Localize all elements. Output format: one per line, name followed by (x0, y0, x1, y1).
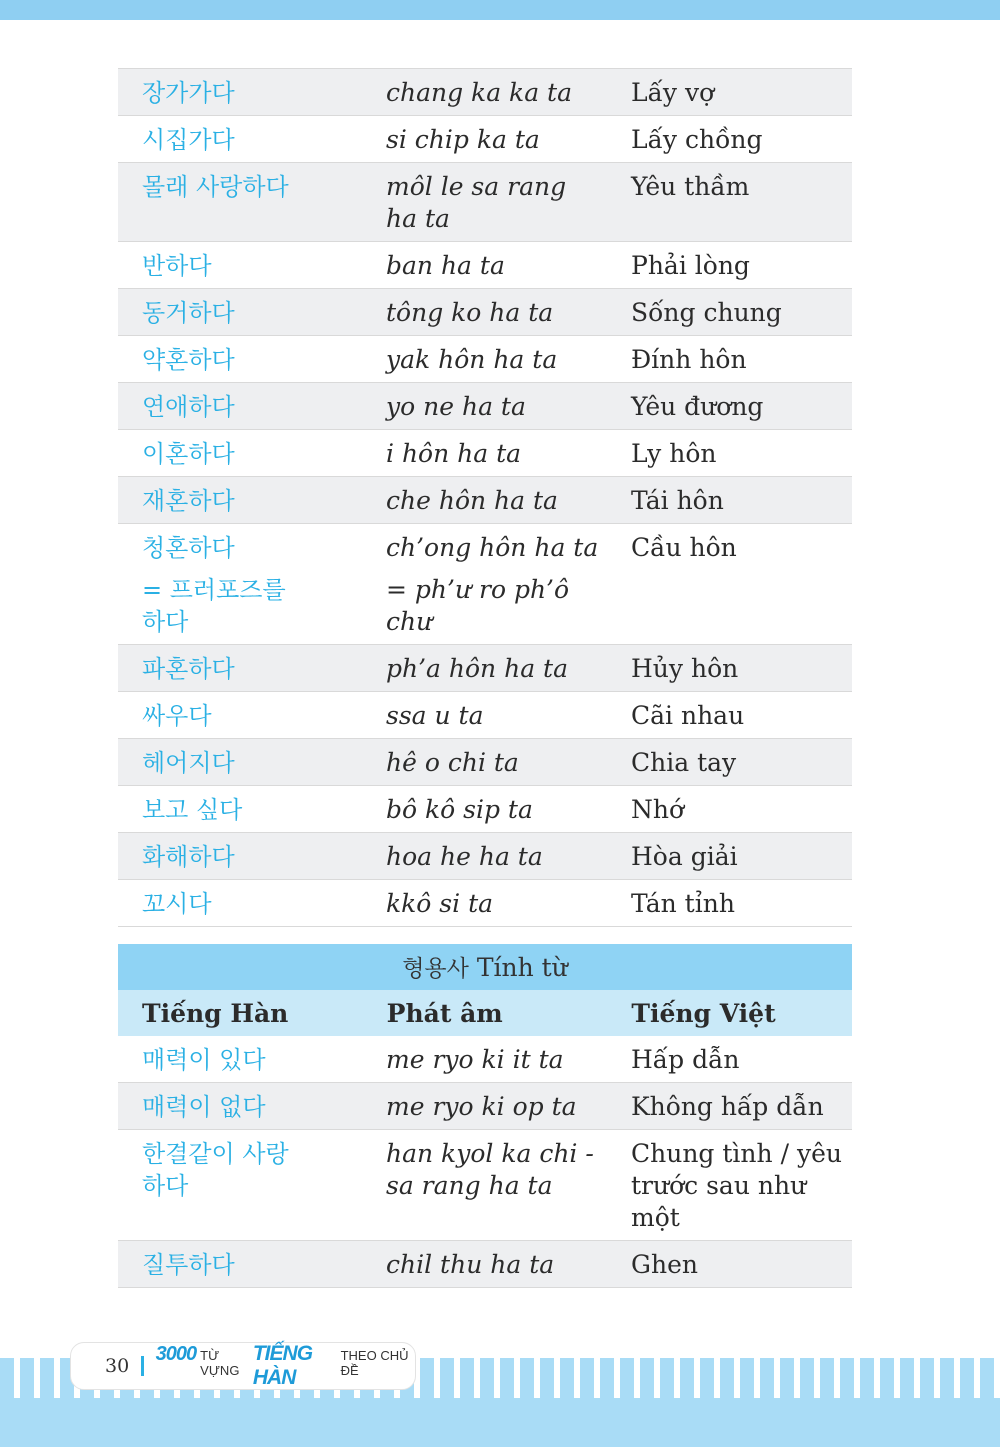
header-vietnamese: Tiếng Việt (631, 999, 776, 1028)
korean-word-cell (118, 645, 362, 685)
vietnamese-meaning: Tán tỉnh (631, 889, 735, 918)
korean-word: 보고 싶다 (142, 796, 243, 824)
table-row (118, 289, 852, 336)
brand-text-2: THEO CHỦ ĐỀ (340, 1348, 409, 1378)
pronunciation-cell (362, 477, 607, 517)
pronunciation-cell (362, 1130, 607, 1202)
pronunciation: sa rang ha ta (386, 1171, 553, 1200)
vietnamese-meaning: Sống chung (631, 298, 782, 327)
korean-word: 장가가다 (142, 79, 235, 107)
korean-word-cell (118, 739, 362, 779)
table-row (118, 383, 852, 430)
vietnamese-meaning: Lấy chồng (631, 125, 763, 154)
vietnamese-meaning-cell (607, 739, 852, 779)
vietnamese-meaning-cell (607, 880, 852, 920)
korean-word: 매력이 없다 (142, 1093, 266, 1121)
table-row (118, 1083, 852, 1130)
korean-word-cell (118, 1241, 362, 1281)
korean-word-cell (118, 692, 362, 732)
vietnamese-meaning-cell (607, 645, 852, 685)
table-row (118, 1130, 852, 1241)
korean-word: 재혼하다 (142, 487, 235, 515)
pronunciation: hê o chi ta (386, 748, 519, 777)
table-row (118, 833, 852, 880)
vietnamese-meaning: trước sau như một (631, 1171, 807, 1232)
pronunciation: me ryo ki op ta (386, 1092, 577, 1121)
vietnamese-meaning-cell (607, 477, 852, 517)
korean-word-cell (118, 430, 362, 470)
section-title-vietnamese: Tính từ (476, 953, 568, 982)
table-row (118, 163, 852, 242)
korean-word: 하다 (142, 1172, 189, 1200)
vietnamese-meaning: Hủy hôn (631, 654, 739, 683)
vietnamese-meaning-cell (607, 786, 852, 826)
korean-word: 싸우다 (142, 702, 212, 730)
vietnamese-meaning-cell (607, 242, 852, 282)
pronunciation: tông ko ha ta (386, 298, 554, 327)
vietnamese-meaning: Tái hôn (631, 486, 724, 515)
korean-word-cell (118, 1036, 362, 1076)
pronunciation: hoa he ha ta (386, 842, 543, 871)
table-row (118, 645, 852, 692)
pronunciation: bô kô sip ta (386, 795, 533, 824)
korean-word-cell (118, 383, 362, 423)
book-brand (156, 1342, 415, 1390)
header-korean: Tiếng Hàn (142, 999, 289, 1028)
column-header-row (118, 990, 852, 1036)
korean-word: 시집가다 (142, 126, 235, 154)
table-row (118, 116, 852, 163)
vietnamese-meaning-cell (607, 1083, 852, 1123)
pronunciation-cell (362, 430, 607, 470)
pronunciation: i hôn ha ta (386, 439, 522, 468)
korean-word-cell (118, 116, 362, 156)
korean-word-cell (118, 69, 362, 109)
adjective-section (118, 944, 852, 1288)
footer-separator (141, 1356, 143, 1376)
pronunciation-cell (362, 1083, 607, 1123)
vietnamese-meaning-cell (607, 692, 852, 732)
table-row (118, 524, 852, 645)
adjective-rows (118, 1036, 852, 1288)
korean-word: 청혼하다 (142, 534, 235, 562)
page-number: 30 (105, 1355, 130, 1377)
vietnamese-meaning: Chung tình / yêu (631, 1139, 842, 1168)
pronunciation-cell (362, 692, 607, 732)
pronunciation: han kyol ka chi - (386, 1139, 594, 1168)
korean-word-cell (118, 477, 362, 517)
pronunciation: ssa u ta (386, 701, 484, 730)
table-row (118, 786, 852, 833)
pronunciation: = ph’ư ro ph’ô (386, 575, 570, 604)
table-row (118, 1036, 852, 1083)
korean-word: 동거하다 (142, 299, 235, 327)
vietnamese-meaning-cell (607, 69, 852, 109)
korean-word: 꼬시다 (142, 890, 212, 918)
korean-word: 약혼하다 (142, 346, 235, 374)
header-pronunciation: Phát âm (386, 999, 503, 1028)
vietnamese-meaning-cell (607, 163, 852, 203)
pronunciation: chil thu ha ta (386, 1250, 555, 1279)
table-row (118, 1241, 852, 1288)
korean-word-cell (118, 833, 362, 873)
table-row (118, 477, 852, 524)
korean-word: 화해하다 (142, 843, 235, 871)
vietnamese-meaning: Ghen (631, 1250, 698, 1279)
vietnamese-meaning-cell (607, 336, 852, 376)
pronunciation-cell (362, 833, 607, 873)
pronunciation: yak hôn ha ta (386, 345, 558, 374)
vietnamese-meaning: Phải lòng (631, 251, 750, 280)
pronunciation-cell (362, 524, 607, 638)
table-row (118, 739, 852, 786)
korean-word-cell (118, 163, 362, 203)
pronunciation-cell (362, 1241, 607, 1281)
table-row (118, 69, 852, 116)
korean-word: 이혼하다 (142, 440, 235, 468)
vietnamese-meaning-cell (607, 833, 852, 873)
pronunciation-cell (362, 739, 607, 779)
pronunciation: si chip ka ta (386, 125, 540, 154)
top-decorative-band (0, 0, 1000, 20)
korean-word: = 프러포즈를 (142, 576, 286, 604)
brand-number: 3000 (155, 1343, 197, 1365)
vietnamese-meaning: Cầu hôn (631, 533, 737, 562)
korean-word-cell (118, 1130, 362, 1202)
pronunciation-cell (362, 645, 607, 685)
table-row (118, 880, 852, 927)
pronunciation-cell (362, 1036, 607, 1076)
vietnamese-meaning: Nhớ (631, 795, 685, 824)
pronunciation: chư (386, 607, 433, 636)
table-row (118, 430, 852, 477)
pronunciation-cell (362, 383, 607, 423)
vietnamese-meaning: Cãi nhau (631, 701, 745, 730)
vietnamese-meaning-cell (607, 383, 852, 423)
pronunciation-cell (362, 242, 607, 282)
pronunciation-cell (362, 116, 607, 156)
pronunciation-cell (362, 786, 607, 826)
pronunciation-cell (362, 69, 607, 109)
vietnamese-meaning: Đính hôn (631, 345, 747, 374)
pronunciation: ban ha ta (386, 251, 505, 280)
pronunciation: kkô si ta (386, 889, 494, 918)
vietnamese-meaning: Hòa giải (631, 842, 738, 871)
pronunciation: che hôn ha ta (386, 486, 558, 515)
vietnamese-meaning-cell (607, 116, 852, 156)
pronunciation: yo ne ha ta (386, 392, 526, 421)
korean-word-cell (118, 880, 362, 920)
vietnamese-meaning-cell (607, 1241, 852, 1281)
brand-highlight: TIẾNG HÀN (252, 1342, 313, 1389)
section-title (118, 944, 852, 990)
pronunciation: chang ka ka ta (386, 78, 573, 107)
korean-word-cell (118, 1083, 362, 1123)
footer-page-tab (70, 1342, 416, 1390)
korean-word-cell (118, 336, 362, 376)
vietnamese-meaning-cell (607, 1036, 852, 1076)
pronunciation-cell (362, 336, 607, 376)
pronunciation-cell (362, 880, 607, 920)
pronunciation: ha ta (386, 204, 450, 233)
vietnamese-meaning: Hấp dẫn (631, 1045, 740, 1074)
vietnamese-meaning: Không hấp dẫn (631, 1092, 824, 1121)
korean-word: 질투하다 (142, 1251, 235, 1279)
vietnamese-meaning-cell (607, 289, 852, 329)
pronunciation: me ryo ki it ta (386, 1045, 564, 1074)
vietnamese-meaning: Lấy vợ (631, 78, 715, 107)
vietnamese-meaning-cell (607, 1130, 852, 1234)
vietnamese-meaning-cell (607, 430, 852, 470)
table-row (118, 242, 852, 289)
footer-band (0, 1398, 1000, 1447)
korean-word: 매력이 있다 (142, 1046, 266, 1074)
pronunciation-cell (362, 289, 607, 329)
vietnamese-meaning: Yêu đương (631, 392, 764, 421)
korean-word-cell (118, 786, 362, 826)
korean-word: 몰래 사랑하다 (142, 173, 289, 201)
korean-word: 연애하다 (142, 393, 235, 421)
pronunciation: ch’ong hôn ha ta (386, 533, 599, 562)
table-row (118, 692, 852, 739)
vietnamese-meaning: Chia tay (631, 748, 737, 777)
vocabulary-table (118, 68, 852, 927)
pronunciation: môl le sa rang (386, 172, 567, 201)
korean-word-cell (118, 242, 362, 282)
table-row (118, 336, 852, 383)
korean-word: 하다 (142, 608, 189, 636)
korean-word: 반하다 (142, 252, 212, 280)
vietnamese-meaning-cell (607, 524, 852, 564)
vietnamese-meaning: Ly hôn (631, 439, 717, 468)
korean-word-cell (118, 289, 362, 329)
pronunciation: ph’a hôn ha ta (386, 654, 569, 683)
vietnamese-meaning: Yêu thầm (631, 172, 750, 201)
section-title-korean: 형용사 (402, 956, 469, 982)
korean-word-cell (118, 524, 362, 638)
korean-word: 헤어지다 (142, 749, 235, 777)
brand-text-1: TỪ VỰNG (200, 1348, 240, 1378)
pronunciation-cell (362, 163, 607, 235)
korean-word: 한결같이 사랑 (142, 1140, 289, 1168)
korean-word: 파혼하다 (142, 655, 235, 683)
